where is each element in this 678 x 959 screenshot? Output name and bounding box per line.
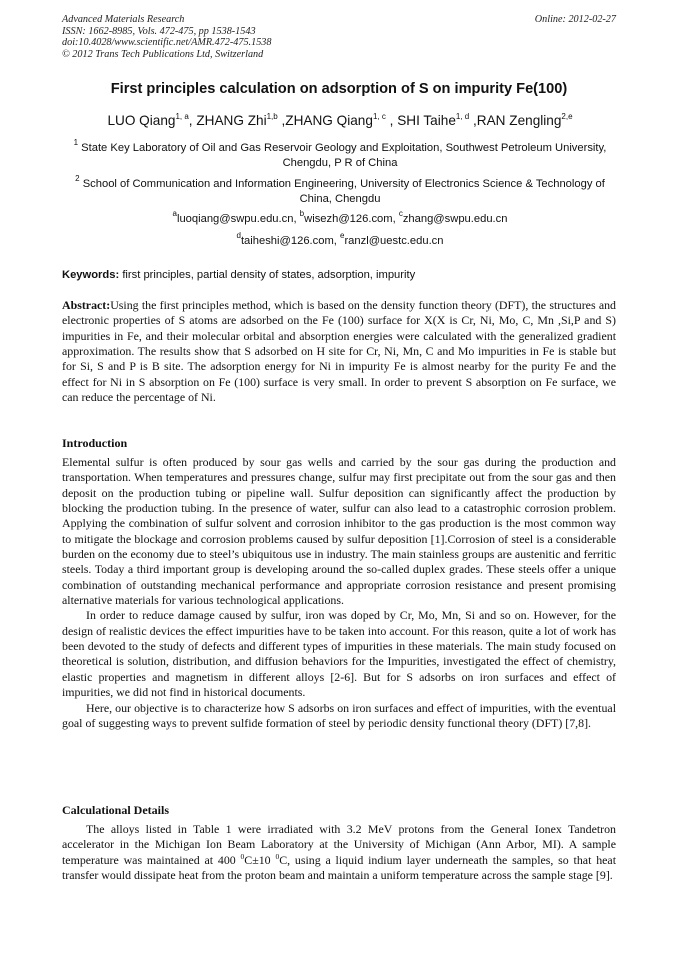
author-list <box>30 113 650 128</box>
author-name: ZHANG Zhi <box>196 113 267 128</box>
keywords <box>62 269 618 281</box>
calculational-heading: Calculational Details <box>62 803 169 817</box>
paragraph: Here, our objective is to characterize how S adsorbs on iron surfaces and effect of impurities, with the eventual goal of suggesting ways to prevent sulfide formation of steel by periodic density functional theory (DFT) [7,8]. <box>62 700 616 730</box>
email-line-2: $^d$taiheshi@126.com, $^e$ranzl@uestc.edu.cn <box>236 231 444 247</box>
degree-sup: 0 <box>275 851 280 861</box>
calc-text: The alloys listed in Table 1 were irradiated with 3.2 MeV protons from the General Ionex Tandetron accelerator in the Michigan Ion Beam Laboratory at the University of Michigan (Ann Arbor, MI). A sample temperature was maintained at 400 <box>62 822 616 867</box>
email-e[interactable]: ranzl@uestc.edu.cn <box>344 235 444 247</box>
author-sup: 1,b <box>266 112 278 121</box>
paragraph: In order to reduce damage caused by sulfur, iron was doped by Cr, Mo, Mn, Si and so on. However, for the design of realistic devices the effect impurities have to be taken into account. For this reason, quite a lot of work has been devoted to the study of defects and different types of impurities in these materials. The main study focused on theoretical is solution, distribution, and diffusion behaviors for the Impurities, investigated the effect of chemistry, elastic properties and magnetism in different alloys [2-6]. But for S adsorbs on iron surfaces and effect of impurities, we did not find in historical documents. <box>62 608 616 700</box>
email-c[interactable]: zhang@swpu.edu.cn <box>402 213 508 225</box>
author-name: LUO Qiang <box>107 113 176 128</box>
calculational-body <box>62 822 616 883</box>
author-sup: 1, d <box>455 112 470 121</box>
introduction-body <box>62 455 616 731</box>
email-b[interactable]: wisezh@126.com, <box>304 213 396 225</box>
keywords-label: Keywords: <box>62 269 120 281</box>
author-sep: , <box>277 113 286 128</box>
introduction-heading: Introduction <box>62 436 128 450</box>
abstract-label: Abstract: <box>62 298 111 312</box>
affiliation-2 <box>60 174 620 207</box>
abstract <box>62 298 616 405</box>
author-sup: 1, c <box>372 112 386 121</box>
author-sup: 1, a <box>175 112 189 121</box>
calc-text: C±10 <box>244 852 276 867</box>
journal-header <box>62 14 616 60</box>
author-sup: 2,e <box>561 112 573 121</box>
affiliation-text: School of Communication and Information Engineering, University of Electronics Science & Technology of China, Chengdu <box>82 178 605 205</box>
paper-title: First principles calculation on adsorption of S on impurity Fe(100) <box>110 81 568 97</box>
online-date: Online: 2012-02-27 <box>534 14 616 25</box>
email-d[interactable]: taiheshi@126.com, <box>240 235 337 247</box>
issn: ISSN: 1662-8985, Vols. 472-475, pp 1538-1543 <box>62 25 256 37</box>
author-sep: , <box>188 113 197 128</box>
paragraph: Elemental sulfur is often produced by sour gas wells and carried by the sour gas during the production and transportation. When temperatures and pressures change, sulfur may first precipitate out from the sour gas and then deposit on the production tubing or pipeline wall. Sulfur deposition can significantly affect the production by blocking the production tubing. In the presence of water, sulfur can also lead to a catastrophic corrosion problem. Applying the combination of sulfur solvent and corrosion inhibitor to the gas production is the most common way to mitigate the blockage and corrosion problems caused by sulfur deposition [1].Corrosion of steel is a considerable burden on the economy due to steel’s ubiquitous use in industry. The main stainless groups are austenitic and ferritic steels. Today a third important group is developing around the so-called duplex grades. These steels offer a unique combination of outstanding mechanical performance and appropriate corrosion resistance and present promising alternative materials for various technological applications. <box>62 455 616 608</box>
author-name: ZHANG Qiang <box>285 113 373 128</box>
copyright: © 2012 Trans Tech Publications Ltd, Switzerland <box>62 48 264 60</box>
affiliation-text: State Key Laboratory of Oil and Gas Reservoir Geology and Exploitation, Southwest Petroleum University, Chengdu, P R of China <box>81 142 607 169</box>
author-name: SHI Taihe <box>397 113 456 128</box>
doi: doi:10.4028/www.scientific.net/AMR.472-475.1538 <box>62 37 272 48</box>
keywords-text: first principles, partial density of states, adsorption, impurity <box>122 269 416 281</box>
calc-text: C, using a liquid indium layer underneath the samples, so that heat transfer would dissipate heat from the proton beam and maintain a uniform temperature across the sample stage [9]. <box>62 852 616 883</box>
affiliation-num: 1 <box>73 138 79 147</box>
abstract-text: Using the first principles method, which is based on the density function theory (DFT), the structures and electronic properties of S atoms are adsorbed on the Fe (100) surface for X(X is Cr, Ni, Mo, C, Mn ,Si,P and S) impurities in Fe, and their molecular orbital and absorption energies were calculated with the generalized gradient approximation. The results show that S adsorbed on H site for Cr, Ni, Mn, C and Mo impurities in Fe is stable but for Si, S and P is B site. The adsorption energy for Ni in impurity Fe is almost nearby for the purity Fe and the effect for Ni in S absorption on Fe (100) surface is very small. In order to prevent S absorption on Fe surface, we can reduce the percentage of Ni. <box>62 298 616 405</box>
journal-name: Advanced Materials Research <box>62 14 185 25</box>
author-sep: , <box>469 113 477 128</box>
affiliation-num: 2 <box>75 174 80 183</box>
author-name: RAN Zengling <box>476 113 562 128</box>
email-line-1: $^a$luoqiang@swpu.edu.cn, $^b$wisezh@126.com, $^c$zhang@swpu.edu.cn <box>172 209 508 225</box>
affiliation-1 <box>60 138 620 171</box>
email-a[interactable]: luoqiang@swpu.edu.cn, <box>176 213 297 225</box>
author-sep: , <box>385 113 398 128</box>
degree-sup: 0 <box>240 851 245 861</box>
